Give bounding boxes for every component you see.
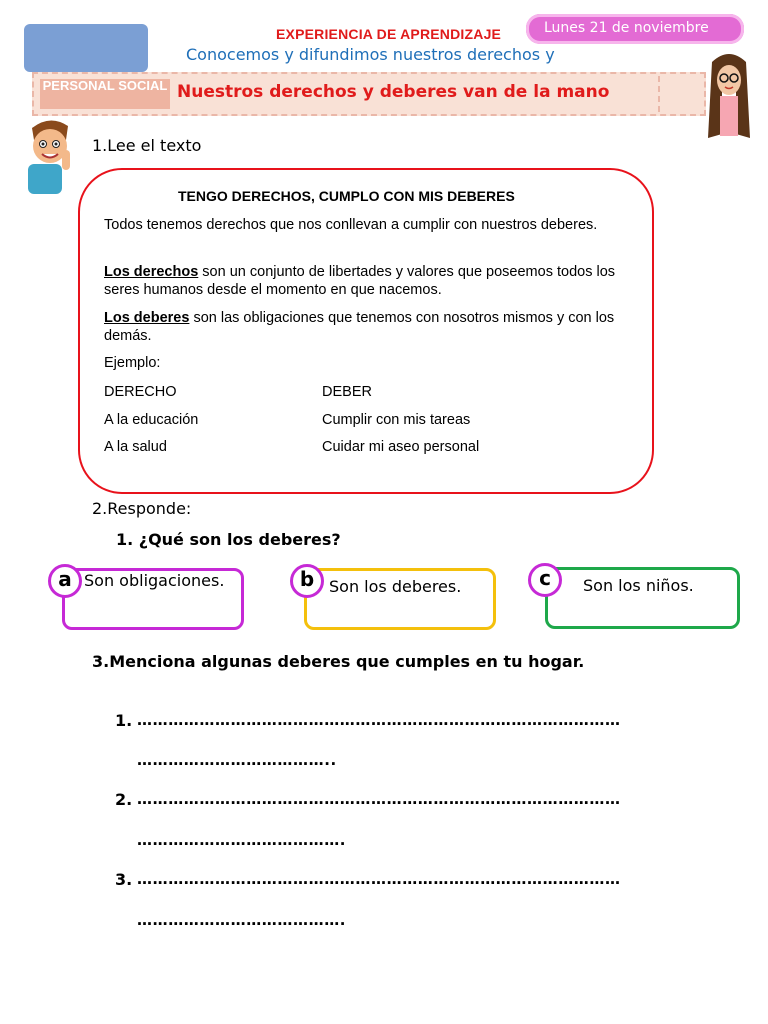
answer-line-3[interactable]: ………………………………………………………………………………… <box>137 870 621 888</box>
banner-divider <box>658 76 660 112</box>
answer-line-3-continued[interactable]: …………………………………. <box>137 911 347 929</box>
reading-title: TENGO DERECHOS, CUMPLO CON MIS DEBERES <box>178 188 515 204</box>
answer-line-1-continued[interactable]: ……………………………….. <box>137 751 337 769</box>
date-text: Lunes 21 de noviembre <box>544 20 709 36</box>
area-tag: PERSONAL SOCIAL <box>40 79 170 109</box>
answer-line-2-continued[interactable]: …………………………………. <box>137 831 347 849</box>
answer-line-1[interactable]: ………………………………………………………………………………… <box>137 711 621 729</box>
answer-line-2[interactable]: ………………………………………………………………………………… <box>137 790 621 808</box>
instruction-read-text: 1.Lee el texto <box>92 136 202 155</box>
option-b-letter[interactable]: b <box>290 564 324 598</box>
experience-subtitle: Conocemos y difundimos nuestros derechos y <box>186 45 555 64</box>
option-a-letter[interactable]: a <box>48 564 82 598</box>
instruction-mention-duties: 3.Menciona algunas deberes que cumples en tu hogar. <box>92 652 585 671</box>
duties-term: Los deberes <box>104 310 190 326</box>
experience-title: EXPERIENCIA DE APRENDIZAJE <box>276 26 502 42</box>
option-b-text[interactable]: Son los deberes. <box>329 577 462 596</box>
duties-paragraph <box>104 309 634 345</box>
rights-definition: son un conjunto de libertades y valores que poseemos todos los seres humanos desde el momento en que nacemos. <box>104 264 616 298</box>
example-label: Ejemplo: <box>104 355 161 371</box>
header-blue-box <box>24 24 148 72</box>
lesson-title: Nuestros derechos y deberes van de la mano <box>177 82 610 102</box>
reading-intro: Todos tenemos derechos que nos conllevan a cumplir con nuestros deberes. <box>104 217 598 233</box>
example-right-2: A la salud <box>104 439 167 455</box>
option-c-letter[interactable]: c <box>528 563 562 597</box>
boy-illustration-icon <box>20 114 78 196</box>
option-c-text[interactable]: Son los niños. <box>583 576 694 595</box>
example-duty-2: Cuidar mi aseo personal <box>322 439 480 455</box>
teacher-illustration-icon <box>706 50 752 142</box>
rights-term: Los derechos <box>104 264 199 280</box>
question-duties: 1. ¿Qué son los deberes? <box>116 530 341 549</box>
date-badge <box>526 14 744 44</box>
example-right-1: A la educación <box>104 412 199 428</box>
option-a-text[interactable]: Son obligaciones. <box>84 571 225 590</box>
answer-line-number: 3. <box>115 870 133 889</box>
answer-line-number: 2. <box>115 790 133 809</box>
column-header-duty: DEBER <box>322 384 372 400</box>
example-duty-1: Cumplir con mis tareas <box>322 412 471 428</box>
instruction-answer: 2.Responde: <box>92 499 192 518</box>
rights-paragraph <box>104 263 634 299</box>
column-header-right: DERECHO <box>104 384 177 400</box>
answer-line-number: 1. <box>115 711 133 730</box>
duties-definition: son las obligaciones que tenemos con nosotros mismos y con los demás. <box>104 310 615 344</box>
